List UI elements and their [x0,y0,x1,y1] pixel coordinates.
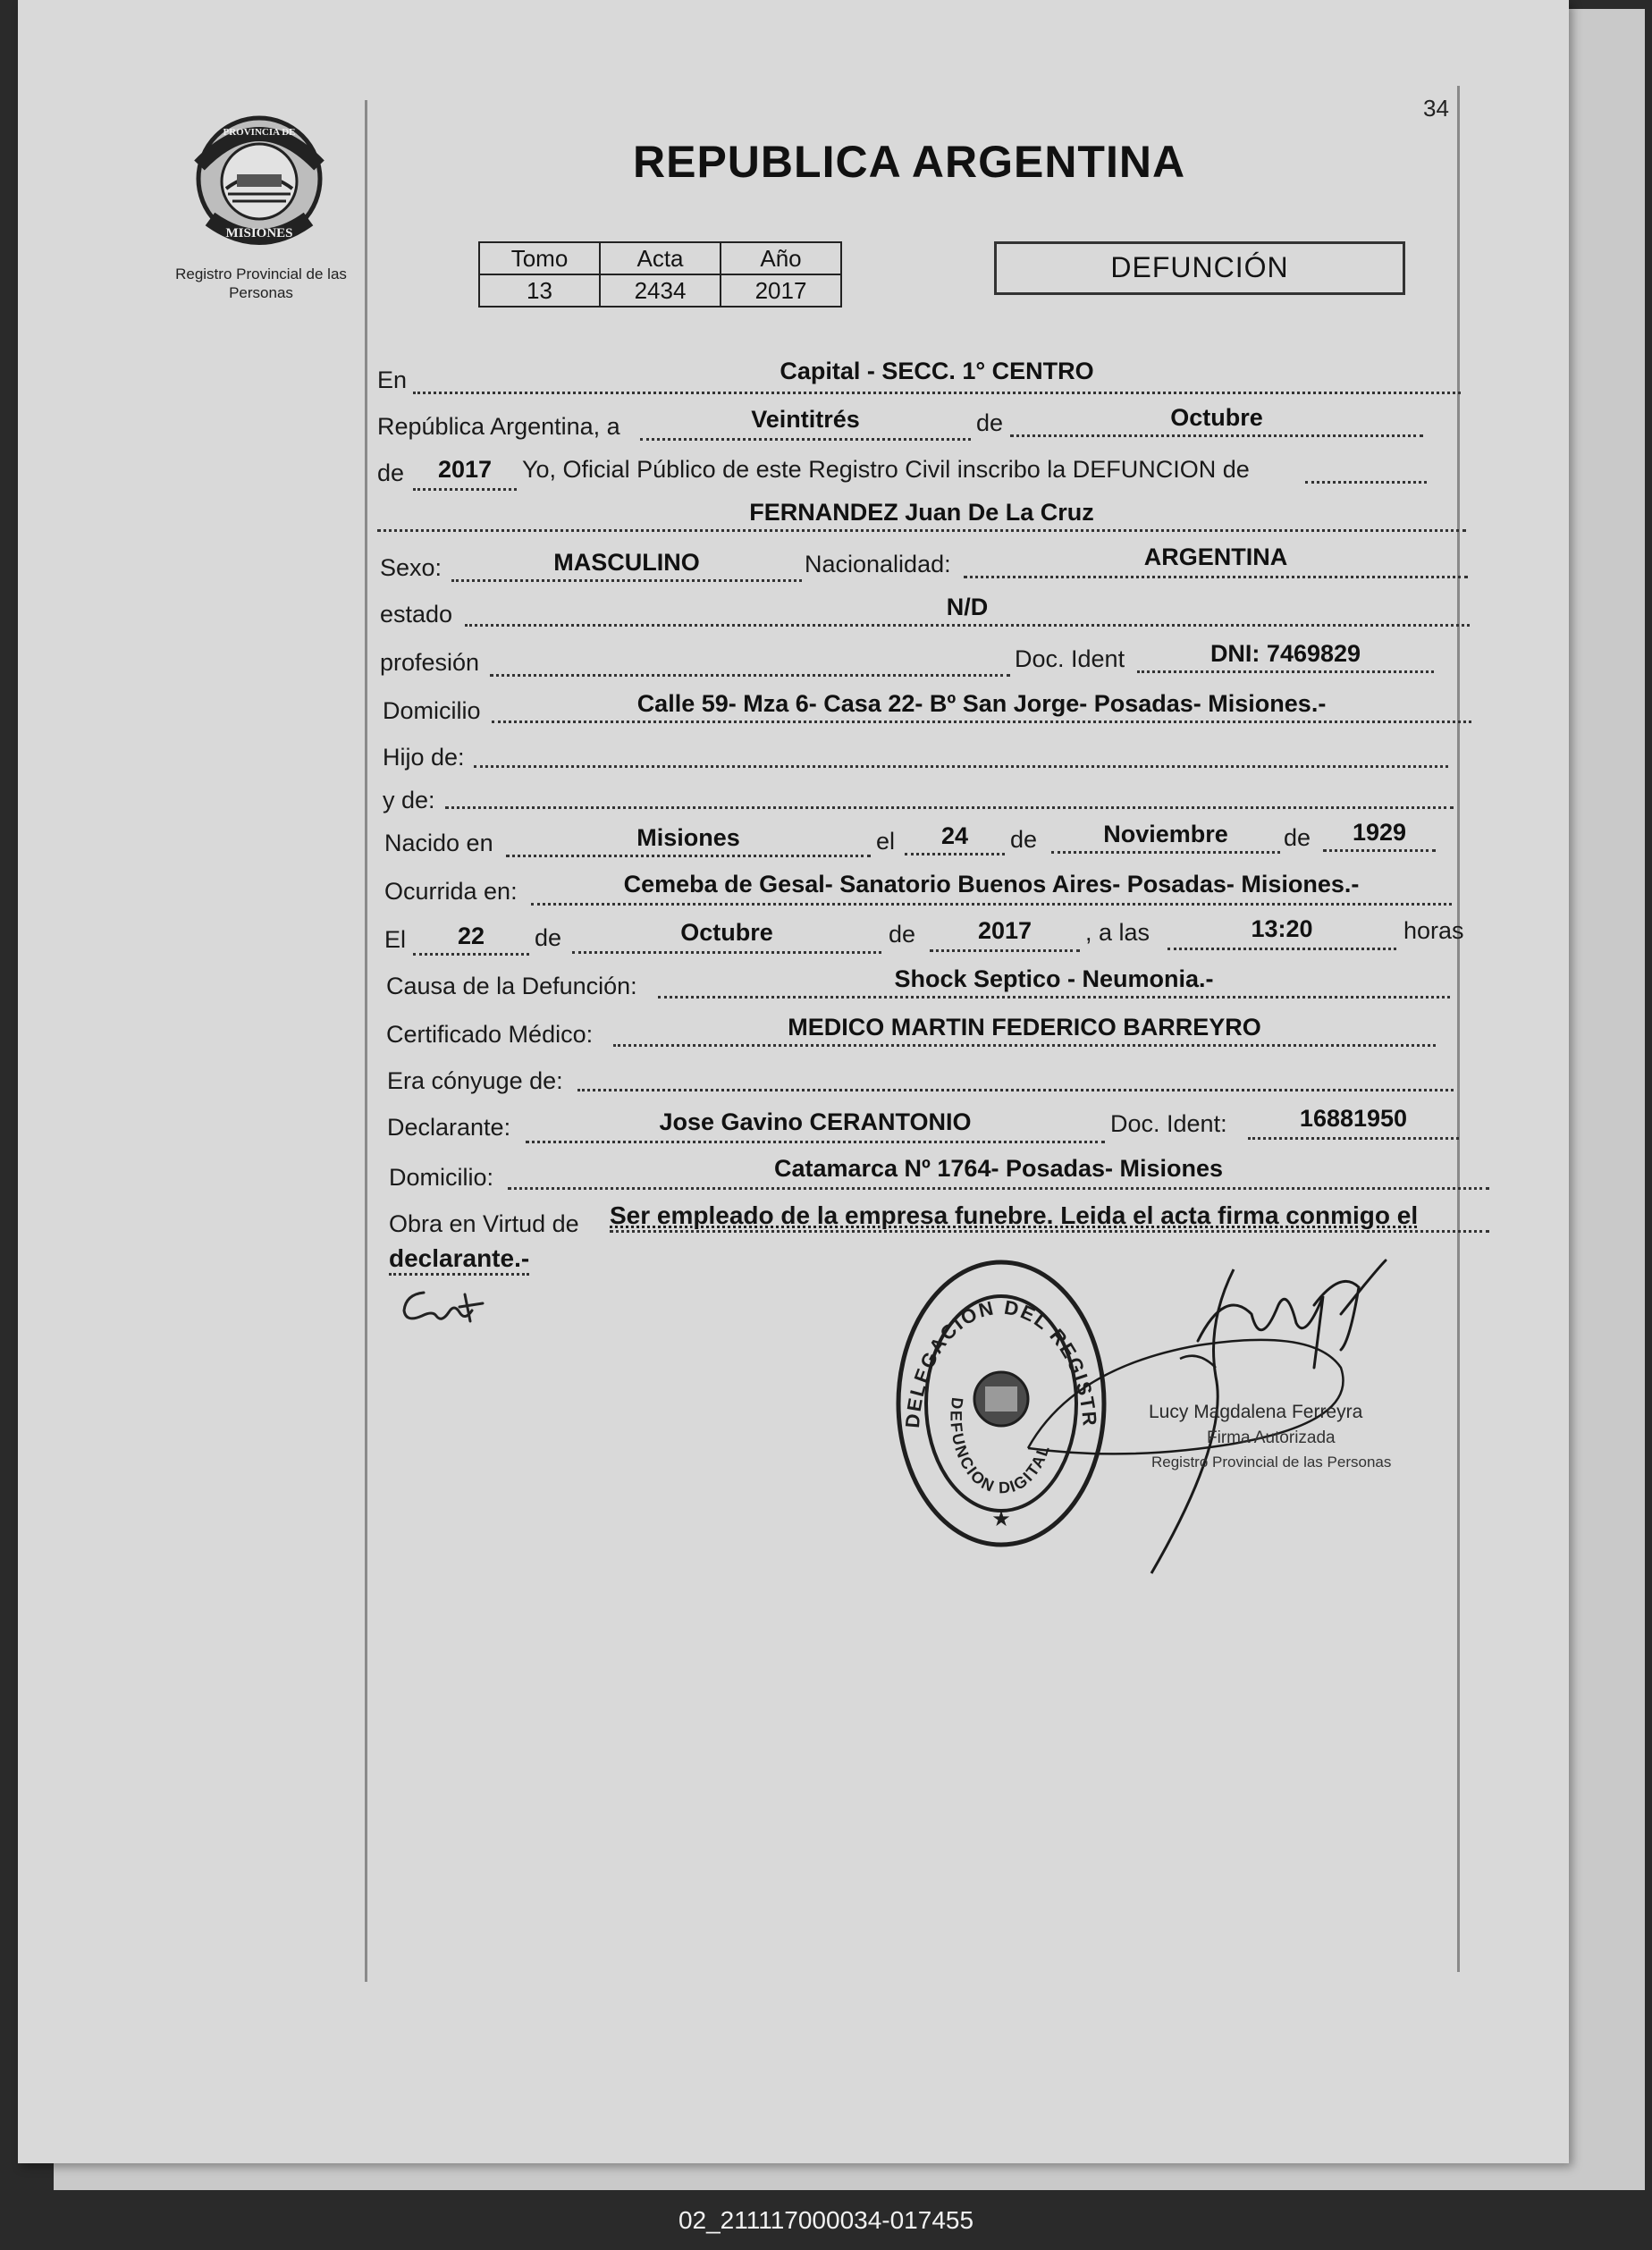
fallecido-dotted-line [377,529,1466,532]
nac-mes-value: Noviembre [1103,821,1228,847]
def-hora-dotted-line [1167,948,1396,950]
decl-domicilio-dotted-line [508,1187,1489,1190]
decl-doc-value: 16881950 [1299,1105,1408,1132]
misiones-seal-logo [192,112,326,246]
handwritten-initials [397,1277,495,1330]
def-dia-value: 22 [457,923,485,949]
estado-dotted-line [465,624,1470,627]
certificado-label: Certificado Médico: [386,1021,594,1048]
nacionalidad-dotted-line [964,576,1468,578]
estado-value: N/D [946,594,989,620]
nac-de2-label: de [1284,824,1311,851]
dia-dotted-line [640,438,971,441]
record-header-tomo: Tomo [479,242,600,274]
declarante-label: Declarante: [387,1114,511,1141]
signatory-name: Lucy Magdalena Ferreyra [1149,1402,1363,1422]
domicilio-label: Domicilio [383,697,481,724]
conyuge-dotted-line [577,1089,1454,1091]
nacionalidad-label: Nacionalidad: [805,551,951,577]
nacido-dotted-line [506,855,871,857]
obra-text-line2: declarante.- [389,1244,529,1276]
def-dia-dotted-line [413,953,529,956]
mes-value: Octubre [1170,404,1263,431]
certificado-dotted-line [613,1044,1436,1047]
stamp-inner-text: DEFUNCION DIGITAL [947,1396,1054,1497]
record-table [478,241,842,308]
y-de-label: y de: [383,787,435,813]
scan-id-footer: 02_211117000034-017455 [678,2206,974,2234]
sexo-dotted-line [451,579,802,582]
decl-domicilio-label: Domicilio: [389,1164,494,1191]
nacionalidad-value: ARGENTINA [1143,544,1288,570]
republica-label: República Argentina, a [377,413,620,440]
en-label: En [377,367,408,393]
doc-ident-dotted-line [1137,670,1434,673]
decl-domicilio-value: Catamarca Nº 1764- Posadas- Misiones [773,1155,1224,1182]
ocurrida-en-value: Cemeba de Gesal- Sanatorio Buenos Aires- Posadas- Misiones.- [623,871,1360,897]
record-header-anio: Año [721,242,841,274]
domicilio-value: Calle 59- Mza 6- Casa 22- Bº San Jorge- Posadas- Misiones.- [636,690,1327,717]
inscribo-text: Yo, Oficial Público de este Registro Civil inscribo la DEFUNCION de [522,456,1250,483]
nac-dia-dotted-line [905,853,1005,855]
conyuge-label: Era cónyuge de: [387,1067,563,1094]
record-type-box: DEFUNCIÓN [994,241,1405,295]
def-mes-value: Octubre [680,919,773,946]
registry-label: Registro Provincial de las Personas [175,265,347,301]
svg-text:MISIONES: MISIONES [225,226,293,240]
record-header-acta: Acta [600,242,721,274]
horas-label: horas [1403,917,1464,944]
domicilio-dotted-line [492,721,1471,723]
document-page [18,0,1569,2163]
nac-dia-value: 24 [940,822,969,849]
inscribo-dotted-line [1305,481,1427,484]
declarante-value: Jose Gavino CERANTONIO [659,1108,972,1135]
sexo-label: Sexo: [380,554,442,581]
profesion-dotted-line [490,674,1010,677]
en-dotted-line [413,392,1461,394]
anio-de-label: de [377,459,405,486]
record-value-anio: 2017 [721,274,841,307]
def-el-label: El [384,926,407,953]
signatory-office: Registro Provincial de las Personas [1151,1454,1392,1471]
causa-value: Shock Septico - Neumonia.- [894,965,1214,992]
causa-label: Causa de la Defunción: [386,973,637,999]
ocurrida-label: Ocurrida en: [384,878,518,905]
profesion-label: profesión [380,649,480,676]
nacido-label: Nacido en [384,830,493,856]
page-number: 34 [1423,95,1449,122]
signatory-role: Firma Autorizada [1207,1428,1336,1447]
en-value: Capital - SECC. 1° CENTRO [780,358,1094,384]
stamp-outer-text: DELEGACION DEL REGISTR [900,1295,1101,1429]
hijo-dotted-line [474,765,1448,768]
causa-dotted-line [658,996,1450,999]
estado-label: estado [380,601,453,628]
document-title: REPUBLICA ARGENTINA [633,137,1186,187]
def-anio-dotted-line [930,949,1080,952]
decl-doc-label: Doc. Ident: [1110,1110,1227,1137]
doc-ident-value: DNI: 7469829 [1210,640,1361,667]
nac-el-label: el [876,828,896,855]
ocurrida-dotted-line [531,903,1452,906]
obra-label: Obra en Virtud de [389,1210,579,1237]
def-anio-value: 2017 [977,917,1032,944]
doc-ident-label: Doc. Ident [1015,645,1125,672]
y-de-dotted-line [445,806,1454,809]
anio-value: 2017 [437,456,493,483]
svg-text:★: ★ [991,1507,1011,1531]
record-value-acta: 2434 [600,274,721,307]
svg-text:PROVINCIA DE: PROVINCIA DE [223,127,296,138]
nac-de-label: de [1010,826,1038,853]
dia-texto: Veintitrés [751,406,860,433]
nac-mes-dotted-line [1051,851,1280,854]
a-las-label: , a las [1085,919,1150,946]
sexo-value: MASCULINO [553,549,700,576]
record-value-tomo: 13 [479,274,600,307]
def-de-label: de [535,924,562,951]
anio-dotted-line [413,488,517,491]
left-margin-line [365,100,367,1982]
def-de2-label: de [889,921,916,948]
declarante-dotted-line [526,1141,1105,1143]
def-hora-value: 13:20 [1251,915,1313,942]
hijo-label: Hijo de: [383,744,465,771]
nac-anio-dotted-line [1323,849,1436,852]
def-mes-dotted-line [572,951,881,954]
mes-dotted-line [1010,434,1423,437]
certificado-value: MEDICO MARTIN FEDERICO BARREYRO [788,1014,1261,1041]
mes-de-label: de [976,409,1004,436]
nacido-en-value: Misiones [636,824,740,851]
obra-text-line1: Ser empleado de la empresa funebre. Leida el acta firma conmigo el [610,1201,1489,1233]
fallecido-name: FERNANDEZ Juan De La Cruz [749,499,1094,526]
nac-anio-value: 1929 [1352,819,1407,846]
decl-doc-dotted-line [1248,1137,1459,1140]
